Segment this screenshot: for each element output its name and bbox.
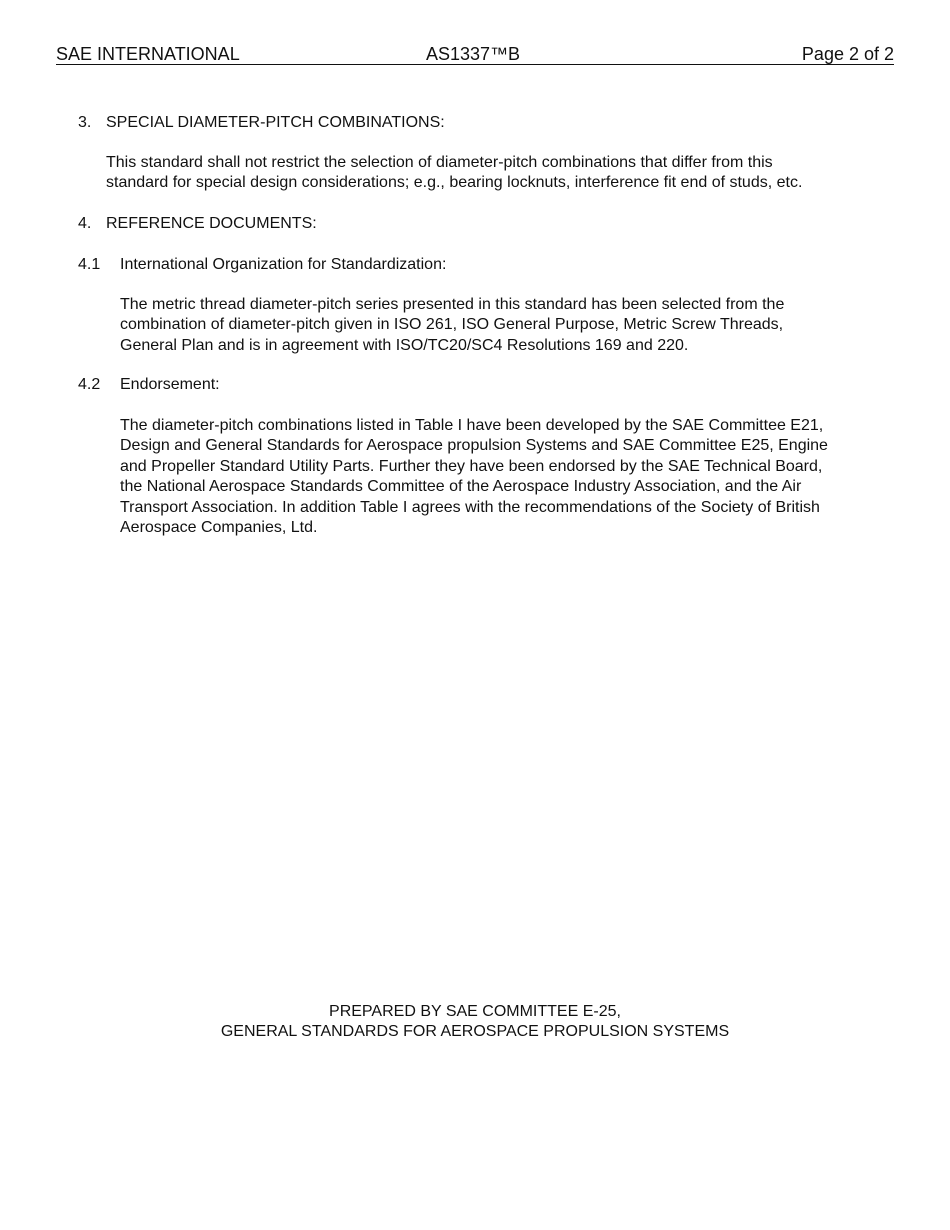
section-4-1-paragraph	[120, 295, 784, 356]
section-4-1-line: combination of diameter-pitch given in ISO 261, ISO General Purpose, Metric Screw Threads,	[120, 316, 784, 334]
section-4-2-title: Endorsement:	[120, 376, 220, 393]
header-page-number: Page 2 of 2	[801, 44, 894, 64]
section-3-number: 3.	[78, 114, 92, 131]
section-3-line: standard for special design considerations; e.g., bearing locknuts, interference fit end of studs, etc.	[106, 174, 803, 192]
prepared-by-footer	[0, 1002, 950, 1042]
section-4-2-paragraph	[120, 416, 828, 538]
section-4-2-line: The diameter-pitch combinations listed in Table I have been developed by the SAE Committee E21,	[120, 417, 824, 434]
section-4-title: REFERENCE DOCUMENTS:	[106, 215, 317, 232]
section-4-1-number: 4.1	[78, 256, 101, 273]
section-4-1-line: The metric thread diameter-pitch series presented in this standard has been selected from the	[120, 296, 785, 313]
section-4-1-heading	[78, 255, 446, 275]
section-4-1-title: International Organization for Standardization:	[120, 256, 447, 273]
section-4-2-line: Transport Association. In addition Table I agrees with the recommendations of the Society of British	[120, 498, 820, 516]
footer-line-1: PREPARED BY SAE COMMITTEE E-25,	[329, 1003, 621, 1020]
page-header	[56, 44, 894, 65]
footer-line-2: GENERAL STANDARDS FOR AEROSPACE PROPULSION SYSTEMS	[220, 1023, 730, 1040]
section-4-2-line: and Propeller Standard Utility Parts. Further they have been endorsed by the SAE Technical Board,	[120, 457, 823, 475]
section-4-2-line: Aerospace Companies, Ltd.	[120, 519, 318, 537]
header-organization: SAE INTERNATIONAL	[56, 44, 240, 64]
section-3-heading	[78, 113, 445, 133]
section-4-2-heading	[78, 375, 220, 395]
section-3-title: SPECIAL DIAMETER-PITCH COMBINATIONS:	[106, 114, 445, 131]
section-4-1-line: General Plan and is in agreement with ISO/TC20/SC4 Resolutions 169 and 220.	[120, 336, 689, 354]
section-4-number: 4.	[78, 215, 92, 232]
section-3-line: This standard shall not restrict the selection of diameter-pitch combinations that differ from this	[106, 154, 773, 171]
section-4-heading	[78, 214, 317, 234]
section-4-2-line: Design and General Standards for Aerospace propulsion Systems and SAE Committee E25, Engine	[120, 437, 828, 455]
header-document-number: AS1337™B	[426, 44, 521, 64]
section-3-paragraph	[106, 153, 802, 194]
section-4-2-line: the National Aerospace Standards Committee of the Aerospace Industry Association, and the Air	[120, 478, 802, 496]
section-4-2-number: 4.2	[78, 376, 101, 393]
